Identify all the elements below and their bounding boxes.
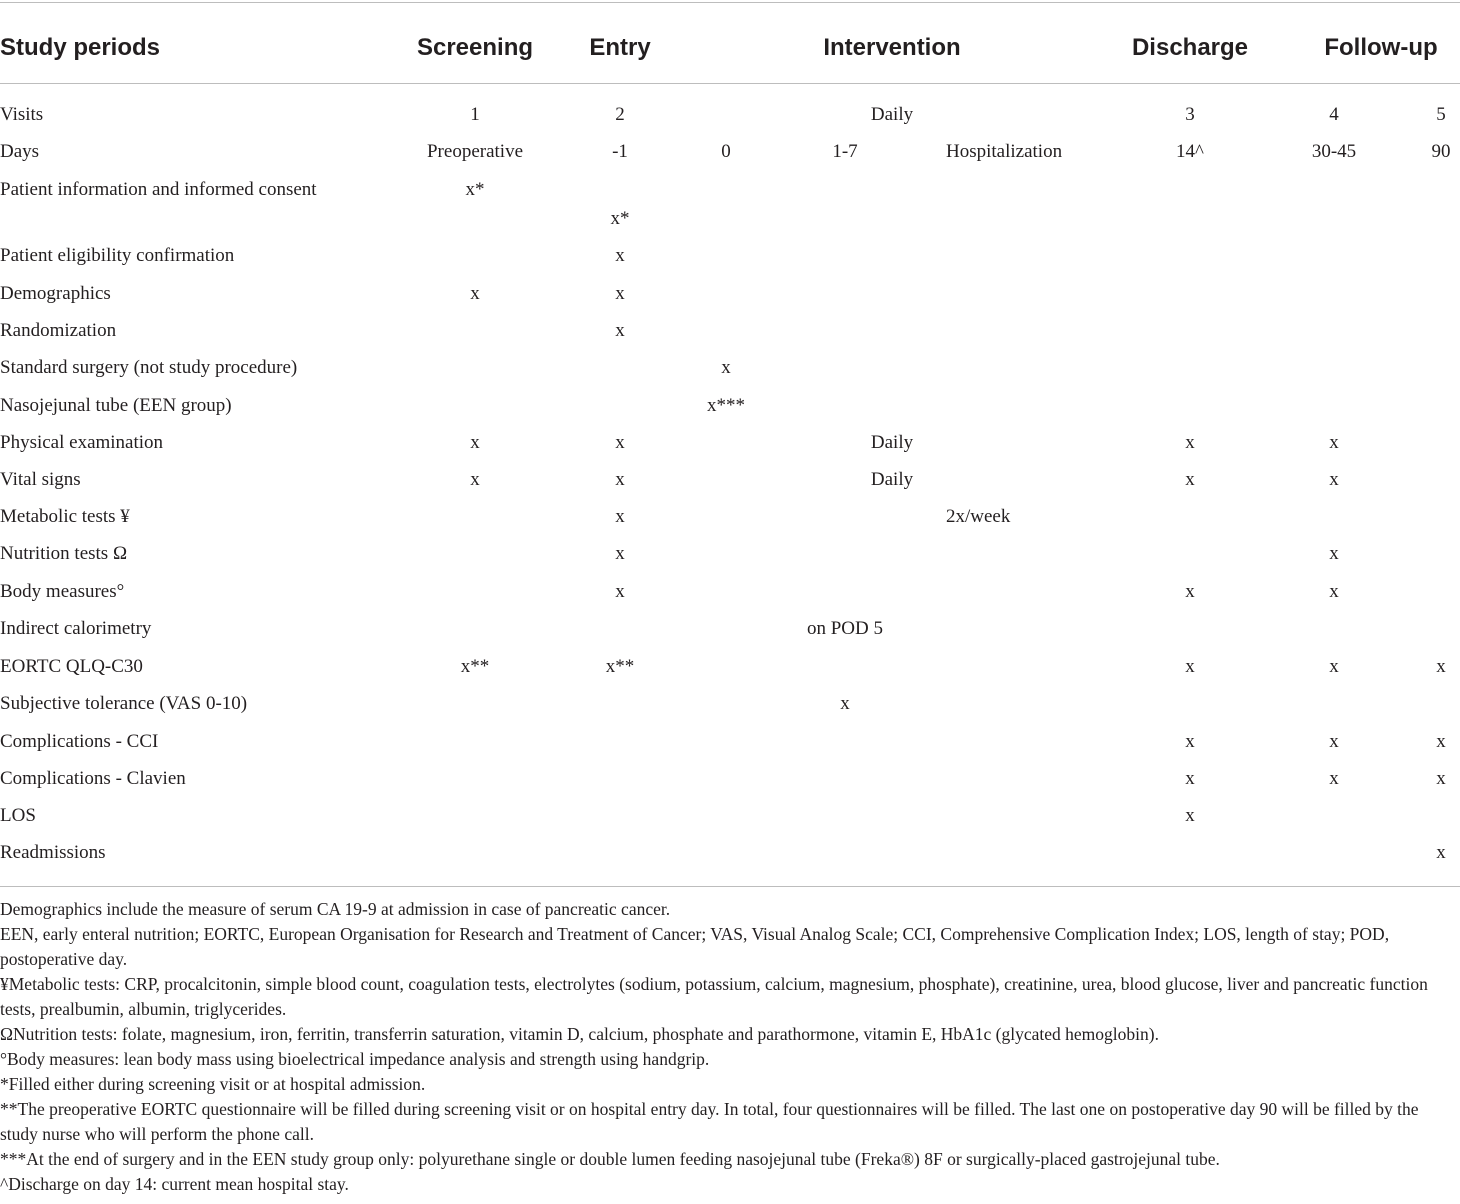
table-cell: 0 xyxy=(721,141,731,162)
table-cell: x xyxy=(615,283,625,304)
table-cell: x xyxy=(615,469,625,490)
header-study-periods: Study periods xyxy=(0,34,161,61)
table-cell: 30-45 xyxy=(1311,141,1357,162)
table-cell: x** xyxy=(460,656,490,677)
table-cell: x xyxy=(1329,469,1339,490)
table-cell: x xyxy=(1436,656,1446,677)
table-cell: x** xyxy=(605,656,635,677)
row-label: Standard surgery (not study procedure) xyxy=(0,357,298,378)
table-cell: x xyxy=(721,357,731,378)
table-cell: 5 xyxy=(1436,104,1446,125)
table-cell: x xyxy=(1185,768,1195,789)
table-cell: x xyxy=(615,245,625,266)
table-cell: 90 xyxy=(1431,141,1451,162)
row-label: Patient eligibility confirmation xyxy=(0,245,235,266)
table-cell: 14^ xyxy=(1176,141,1204,162)
row-label: EORTC QLQ-C30 xyxy=(0,656,143,677)
table-cell: x xyxy=(615,581,625,602)
table-cell: x xyxy=(615,543,625,564)
table-cell: Daily xyxy=(870,469,914,490)
row-label: Nasojejunal tube (EEN group) xyxy=(0,395,232,416)
footnote: Demographics include the measure of serum CA 19-9 at admission in case of pancreatic cancer. xyxy=(0,899,671,919)
row-label: Days xyxy=(0,141,40,162)
table-cell: 2x/week xyxy=(946,506,1011,527)
table-cell: x*** xyxy=(707,395,745,416)
table-cell: x xyxy=(1329,768,1339,789)
table-cell: x xyxy=(615,432,625,453)
row-label: Body measures° xyxy=(0,581,125,602)
footnote: ¥Metabolic tests: CRP, procalcitonin, simple blood count, coagulation tests, electrolytes (sodium, potassium, calcium, magnesium, phosphate), creatinine, urea, blood glucose, liver and pancreatic function tests, prealbumin, albumin, triglycerides. xyxy=(0,974,1428,1019)
table-cell: on POD 5 xyxy=(806,618,884,639)
table-cell: x xyxy=(1329,432,1339,453)
table-cell: Daily xyxy=(870,104,914,125)
table-cell: 1 xyxy=(470,104,480,125)
row-label: Readmissions xyxy=(0,842,106,863)
table-cell: 2 xyxy=(615,104,625,125)
table-cell: x xyxy=(470,432,480,453)
table-cell: x xyxy=(1329,581,1339,602)
table-cell: x xyxy=(1185,656,1195,677)
row-label: Demographics xyxy=(0,283,111,304)
table-cell: x xyxy=(470,283,480,304)
footnote: ΩNutrition tests: folate, magnesium, iron, ferritin, transferrin saturation, vitamin D, calcium, phosphate and parathormone, vitamin E, HbA1c (glycated hemoglobin). xyxy=(0,1024,1159,1044)
footnote: **The preoperative EORTC questionnaire will be filled during screening visit or on hospital entry day. In total, four questionnaires will be filled. The last one on postoperative day 90 will be filled by the study nurse who will perform the phone call. xyxy=(0,1099,1419,1144)
row-label: Vital signs xyxy=(0,469,81,490)
footnote: ***At the end of surgery and in the EEN study group only: polyurethane single or double lumen feeding nasojejunal tube (Freka®) 8F or surgically-placed gastrojejunal tube. xyxy=(0,1149,1220,1169)
table-cell: 4 xyxy=(1329,104,1339,125)
footnote: ^Discharge on day 14: current mean hospital stay. xyxy=(0,1174,349,1194)
row-label: Randomization xyxy=(0,320,117,341)
header-intervention: Intervention xyxy=(823,34,961,61)
table-cell: x xyxy=(1436,731,1446,752)
table-cell: x xyxy=(1329,656,1339,677)
table-footnotes xyxy=(0,897,1458,1197)
table-cell: 3 xyxy=(1185,104,1195,125)
table-cell: Daily xyxy=(870,432,914,453)
table-cell: x xyxy=(1185,469,1195,490)
row-label: Physical examination xyxy=(0,432,164,453)
table-cell: 1-7 xyxy=(832,141,858,162)
table-bottom-rule xyxy=(0,886,1460,887)
header-follow-up: Follow-up xyxy=(1324,34,1438,61)
table-cell: Hospitalization xyxy=(946,141,1063,162)
table-cell: x* xyxy=(610,208,630,229)
table-cell: x xyxy=(615,506,625,527)
table-cell: x xyxy=(840,693,850,714)
row-label: Complications - Clavien xyxy=(0,768,186,789)
header-entry: Entry xyxy=(589,34,651,61)
table-cell: x xyxy=(1329,731,1339,752)
footnote: °Body measures: lean body mass using bioelectrical impedance analysis and strength using handgrip. xyxy=(0,1049,710,1069)
table-cell: Preoperative xyxy=(426,141,524,162)
header-discharge: Discharge xyxy=(1131,34,1249,61)
row-label: LOS xyxy=(0,805,36,826)
table-cell: x xyxy=(615,320,625,341)
header-screening: Screening xyxy=(416,34,534,61)
table-cell: x xyxy=(1185,432,1195,453)
row-label: Subjective tolerance (VAS 0-10) xyxy=(0,693,248,714)
table-cell: x xyxy=(1436,768,1446,789)
table-cell: x xyxy=(1185,731,1195,752)
row-label: Nutrition tests Ω xyxy=(0,543,128,564)
row-label: Patient information and informed consent xyxy=(0,179,317,200)
table-cell: x xyxy=(1185,805,1195,826)
row-label: Visits xyxy=(0,104,44,125)
table-cell: x xyxy=(1329,543,1339,564)
table-cell: x xyxy=(1185,581,1195,602)
row-label: Indirect calorimetry xyxy=(0,618,152,639)
table-cell: x xyxy=(1436,842,1446,863)
table-top-rule xyxy=(0,2,1460,3)
table-cell: x xyxy=(470,469,480,490)
table-cell: -1 xyxy=(612,141,628,162)
footnote: EEN, early enteral nutrition; EORTC, European Organisation for Research and Treatment of Cancer; VAS, Visual Analog Scale; CCI, Comprehensive Complication Index; LOS, length of stay; POD, postoperative day. xyxy=(0,924,1390,969)
row-label: Metabolic tests ¥ xyxy=(0,506,130,527)
table-cell: x* xyxy=(465,179,485,200)
row-label: Complications - CCI xyxy=(0,731,159,752)
footnote: *Filled either during screening visit or at hospital admission. xyxy=(0,1074,426,1094)
header-bottom-rule xyxy=(0,83,1460,84)
